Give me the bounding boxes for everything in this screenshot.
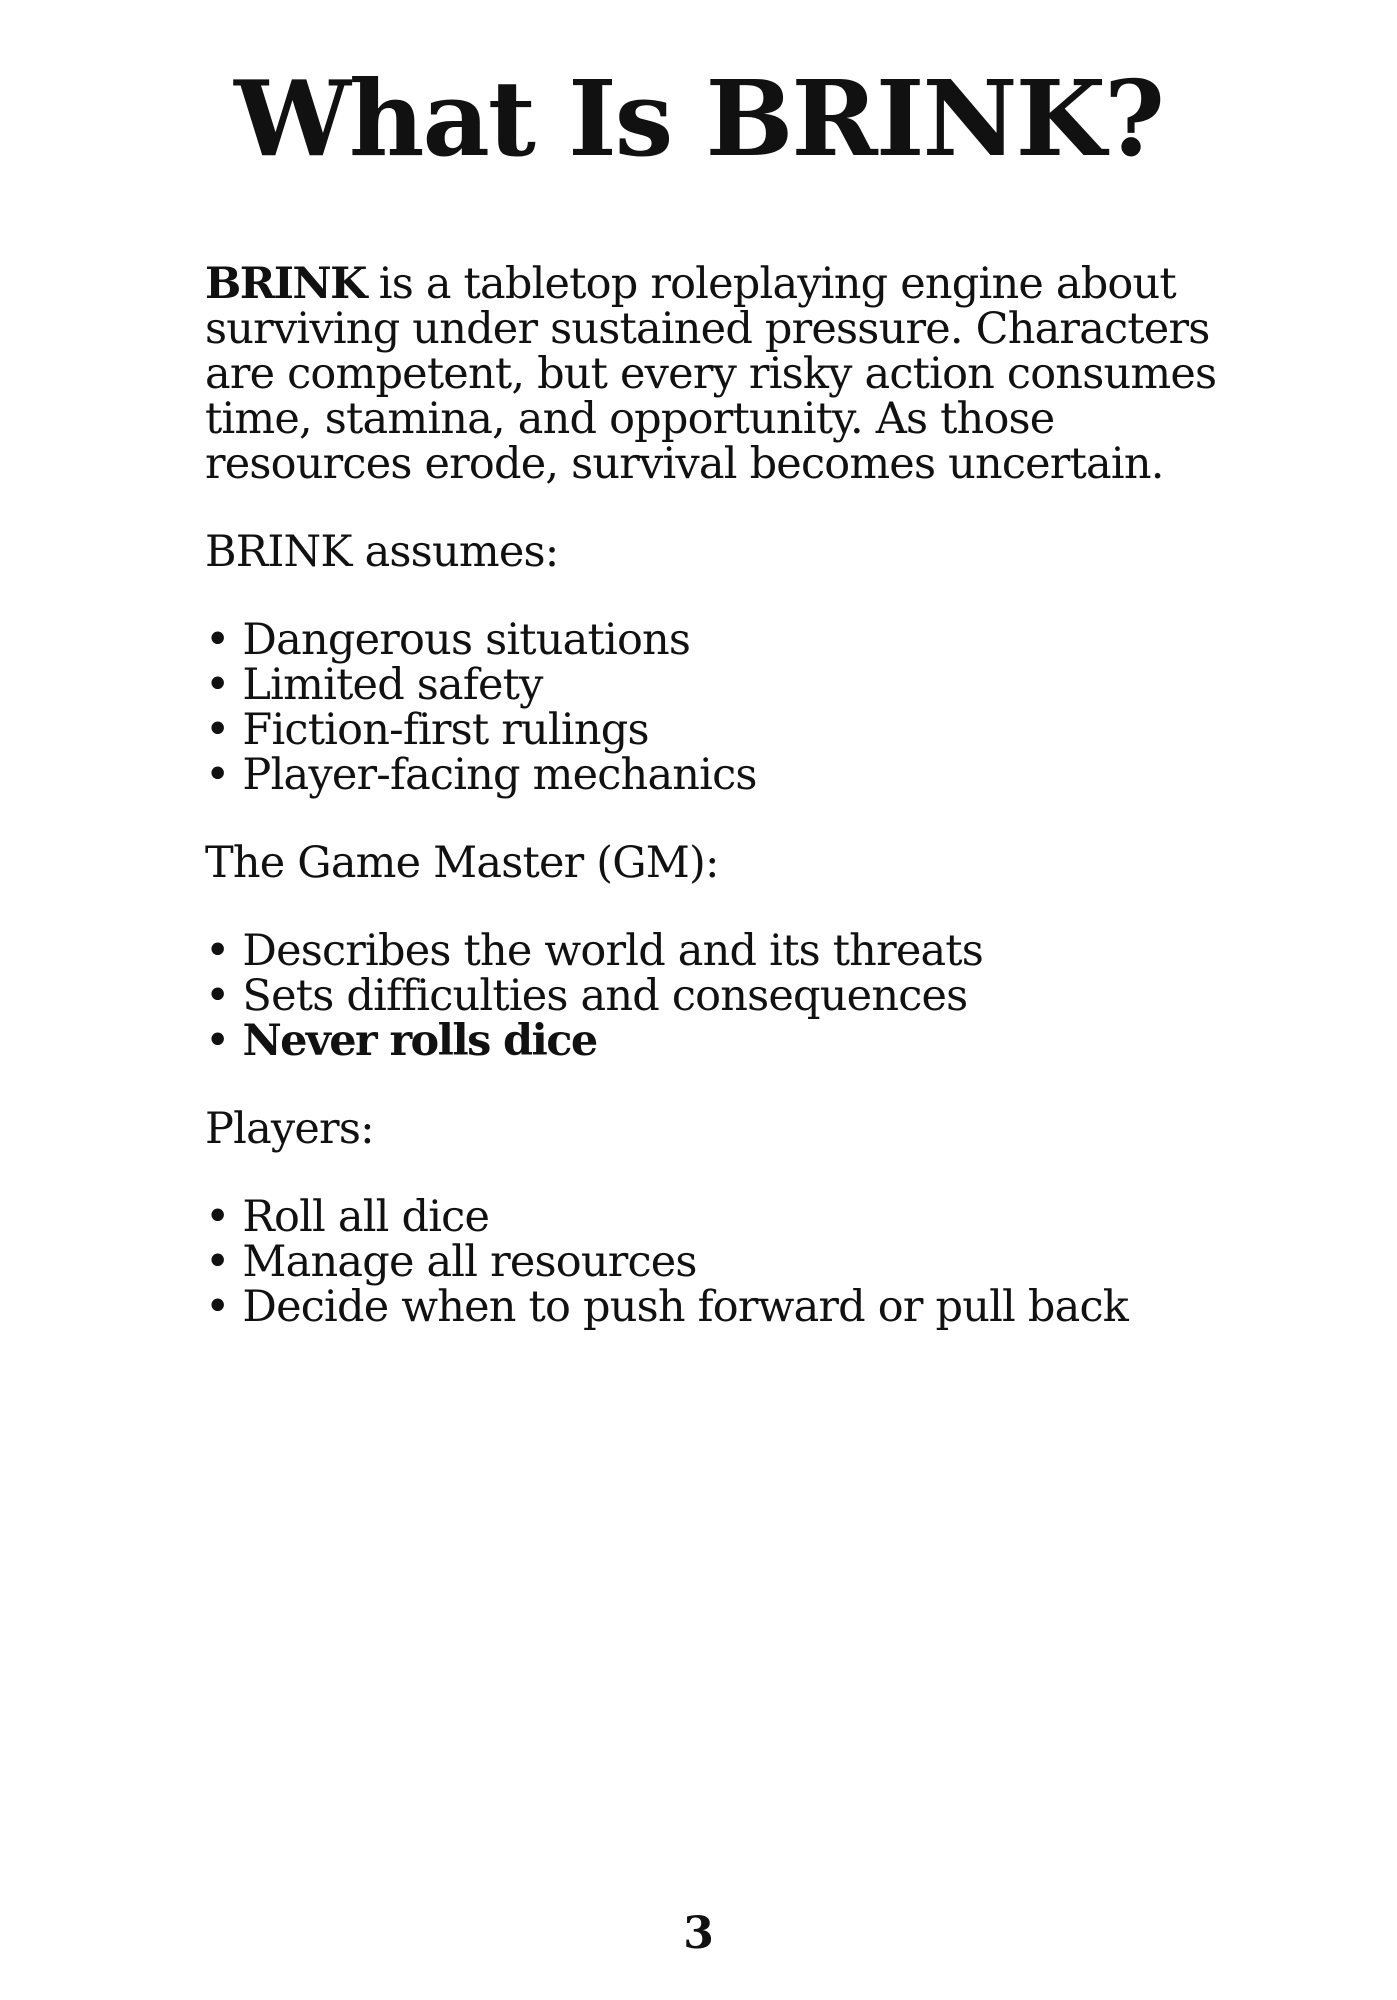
- spacer: [205, 798, 1225, 841]
- page-title: What Is BRINK?: [234, 57, 1163, 180]
- spacer: [205, 1152, 1225, 1195]
- list-item: • Player-facing mechanics: [205, 750, 757, 800]
- list-item: • Fiction-first rulings: [205, 705, 649, 755]
- page-content: [205, 259, 1225, 1332]
- players-list: [205, 1192, 1225, 1332]
- never-rolls-dice-text: Never rolls dice: [242, 1016, 597, 1066]
- page-number: 3: [683, 1908, 714, 1959]
- spacer: [205, 886, 1225, 929]
- players-heading: Players:: [205, 1104, 374, 1154]
- list-item: • Manage all resources: [205, 1237, 697, 1287]
- gm-list: [205, 926, 1225, 1066]
- list-item: • Roll all dice: [205, 1192, 490, 1242]
- spacer: [205, 487, 1225, 530]
- brand-name: BRINK: [205, 259, 366, 309]
- list-item: • Limited safety: [205, 660, 543, 710]
- gm-heading: The Game Master (GM):: [205, 838, 719, 888]
- spacer: [205, 575, 1225, 618]
- intro-text: is a tabletop roleplaying engine about surviving under sustained pressure. Characters are competent, but every risky action consumes time, stamina, and opportunity. As those resources erode, survival becomes uncertain.: [205, 259, 1217, 489]
- list-item: • Sets difficulties and consequences: [205, 971, 968, 1021]
- spacer: [205, 1064, 1225, 1107]
- list-item: • Describes the world and its threats: [205, 926, 984, 976]
- list-item: • Dangerous situations: [205, 615, 691, 665]
- intro-paragraph: [205, 259, 1225, 489]
- list-item: • Decide when to push forward or pull back: [205, 1282, 1128, 1332]
- bullet: •: [205, 1016, 243, 1066]
- assumes-list: [205, 615, 1225, 800]
- list-item-emphasis: [205, 1016, 1225, 1066]
- assumes-heading: BRINK assumes:: [205, 527, 559, 577]
